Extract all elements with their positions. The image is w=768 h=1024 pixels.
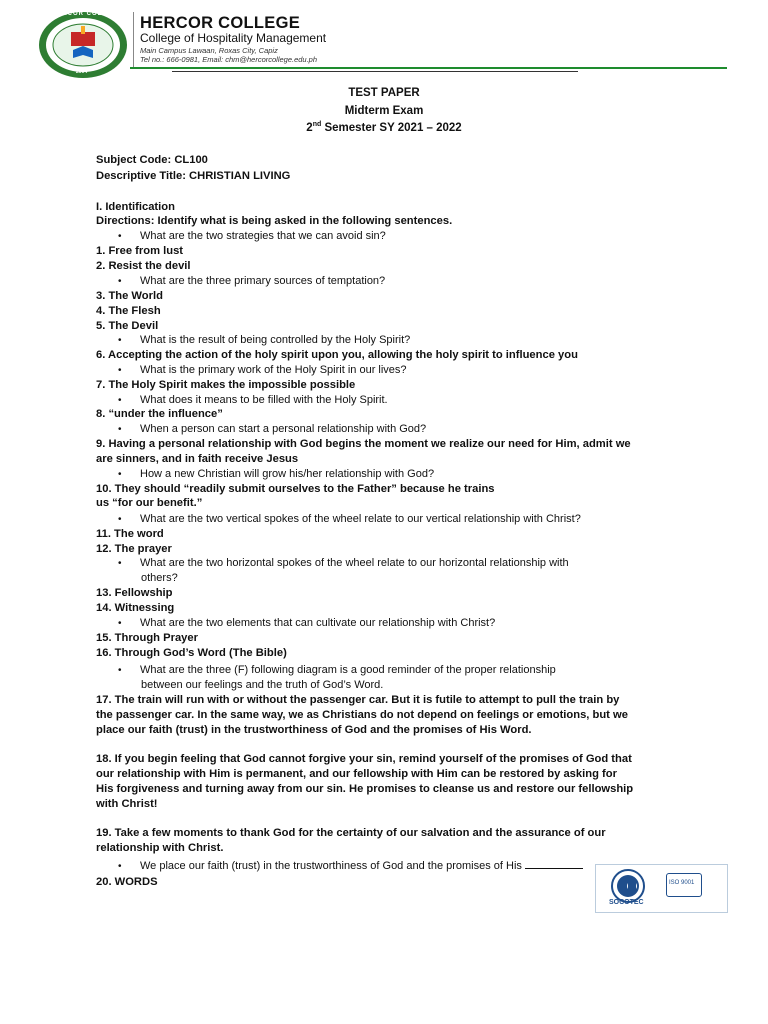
semester-suffix: nd bbox=[312, 121, 322, 128]
section-directions: Directions: Identify what is being asked in the following sentences. bbox=[96, 215, 453, 227]
question-bullet: • What are the two elements that can cultivate our relationship with Christ? bbox=[118, 617, 496, 629]
semester-year: Semester SY 2021 – 2022 bbox=[321, 121, 462, 134]
answer-line: the passenger car. In the same way, we as Christians do not depend on feelings or emotions, but we bbox=[96, 709, 628, 721]
exam-title-semester bbox=[0, 121, 768, 134]
semester-number: 2 bbox=[306, 121, 313, 134]
question-text: What is the result of being controlled by the Holy Spirit? bbox=[140, 334, 411, 346]
question-text: When a person can start a personal relationship with God? bbox=[140, 423, 427, 435]
iso-label: ISO 9001 bbox=[669, 880, 695, 886]
badge-brand: SOCOTEC bbox=[609, 899, 644, 906]
descriptive-title: Descriptive Title: CHRISTIAN LIVING bbox=[96, 170, 291, 182]
question-bullet: • What does it means to be filled with the Holy Spirit. bbox=[118, 394, 388, 406]
question-continuation: between our feelings and the truth of God’s Word. bbox=[141, 679, 384, 691]
answer-line: 12. The prayer bbox=[96, 543, 172, 555]
answer-line: 6. Accepting the action of the holy spirit upon you, allowing the holy spirit to influence you bbox=[96, 349, 578, 361]
question-text: What are the three primary sources of temptation? bbox=[140, 275, 386, 287]
answer-line: 20. WORDS bbox=[96, 876, 158, 888]
answer-line: us “for our benefit.” bbox=[96, 497, 203, 509]
question-bullet: • What is the result of being controlled by the Holy Spirit? bbox=[118, 334, 411, 346]
answer-line: 19. Take a few moments to thank God for the certainty of our salvation and the assurance of our bbox=[96, 827, 606, 839]
question-bullet: • What are the two strategies that we can avoid sin? bbox=[118, 230, 386, 242]
college-name: HERCOR COLLEGE bbox=[140, 14, 301, 32]
answer-line: 1. Free from lust bbox=[96, 245, 184, 257]
question-text: What are the two vertical spokes of the wheel relate to our vertical relationship with Christ? bbox=[140, 513, 581, 525]
question-bullet: • What are the two horizontal spokes of the wheel relate to our horizontal relationship with bbox=[118, 557, 569, 569]
subject-code: Subject Code: CL100 bbox=[96, 154, 208, 166]
answer-line: 9. Having a personal relationship with God begins the moment we realize our need for Him, admit we bbox=[96, 438, 631, 450]
department-name: College of Hospitality Management bbox=[140, 31, 327, 45]
answer-line: with Christ! bbox=[96, 798, 158, 810]
header-rule-dark bbox=[172, 71, 578, 72]
answer-line: are sinners, and in faith receive Jesus bbox=[96, 453, 299, 465]
answer-line: 14. Witnessing bbox=[96, 602, 175, 614]
question-text: We place our faith (trust) in the trustworthiness of God and the promises of His bbox=[140, 860, 522, 872]
question-bullet: • What are the three primary sources of temptation? bbox=[118, 275, 386, 287]
answer-line: 16. Through God’s Word (The Bible) bbox=[96, 647, 287, 659]
question-bullet: • How a new Christian will grow his/her relationship with God? bbox=[118, 468, 435, 480]
question-bullet: • What are the three (F) following diagram is a good reminder of the proper relationship bbox=[118, 664, 556, 676]
answer-line: His forgiveness and turning away from our sin. He promises to cleanse us and restore our fellowship bbox=[96, 783, 634, 795]
answer-line: 2. Resist the devil bbox=[96, 260, 191, 272]
answer-line: 7. The Holy Spirit makes the impossible possible bbox=[96, 379, 356, 391]
college-contact: Tel no.: 666-0981, Email: chm@hercorcollege.edu.ph bbox=[140, 55, 318, 64]
question-continuation: others? bbox=[141, 572, 178, 584]
iso-mark bbox=[666, 873, 702, 897]
answer-line: 4. The Flesh bbox=[96, 305, 161, 317]
header-divider bbox=[133, 12, 134, 68]
header-rule-green bbox=[130, 67, 727, 69]
logo-text: HERCOR COLLEGE bbox=[52, 11, 123, 17]
answer-line: 3. The World bbox=[96, 290, 163, 302]
answer-line: 8. “under the influence” bbox=[96, 408, 223, 420]
certification-badge bbox=[595, 864, 728, 913]
answer-blank bbox=[525, 859, 583, 869]
logo-year: 2004 bbox=[76, 69, 88, 75]
answer-line: relationship with Christ. bbox=[96, 842, 224, 854]
answer-line: place our faith (trust) in the trustworthiness of God and the promises of His Word. bbox=[96, 724, 532, 736]
question-text: What are the two horizontal spokes of the wheel relate to our horizontal relationship with bbox=[140, 557, 569, 569]
college-address: Main Campus Lawaan, Roxas City, Capiz bbox=[140, 46, 278, 55]
question-text: What are the three (F) following diagram is a good reminder of the proper relationship bbox=[140, 664, 556, 676]
answer-line: 15. Through Prayer bbox=[96, 632, 198, 644]
answer-line: 18. If you begin feeling that God cannot forgive your sin, remind yourself of the promises of God that bbox=[96, 753, 632, 765]
question-text: What is the primary work of the Holy Spirit in our lives? bbox=[140, 364, 407, 376]
answer-line: 10. They should “readily submit ourselves to the Father” because he trains bbox=[96, 483, 495, 495]
answer-line: our relationship with Him is permanent, and our fellowship with Him can be restored by asking for bbox=[96, 768, 617, 780]
question-bullet: • We place our faith (trust) in the trustworthiness of God and the promises of His bbox=[118, 859, 583, 873]
answer-line: 11. The word bbox=[96, 528, 164, 540]
question-text: How a new Christian will grow his/her relationship with God? bbox=[140, 468, 435, 480]
answer-line: 13. Fellowship bbox=[96, 587, 173, 599]
exam-title-test-paper: TEST PAPER bbox=[348, 87, 420, 99]
answer-line: 17. The train will run with or without the passenger car. But it is futile to attempt to pull the train by bbox=[96, 694, 620, 706]
question-text: What are the two strategies that we can avoid sin? bbox=[140, 230, 386, 242]
question-bullet: • What are the two vertical spokes of the wheel relate to our vertical relationship with Christ? bbox=[118, 513, 581, 525]
answer-line: 5. The Devil bbox=[96, 320, 159, 332]
question-text: What does it means to be filled with the Holy Spirit. bbox=[140, 394, 388, 406]
exam-title-midterm: Midterm Exam bbox=[344, 105, 424, 117]
question-bullet: • When a person can start a personal relationship with God? bbox=[118, 423, 427, 435]
section-heading: I. Identification bbox=[96, 201, 175, 213]
question-text: What are the two elements that can cultivate our relationship with Christ? bbox=[140, 617, 496, 629]
question-bullet: • What is the primary work of the Holy Spirit in our lives? bbox=[118, 364, 407, 376]
